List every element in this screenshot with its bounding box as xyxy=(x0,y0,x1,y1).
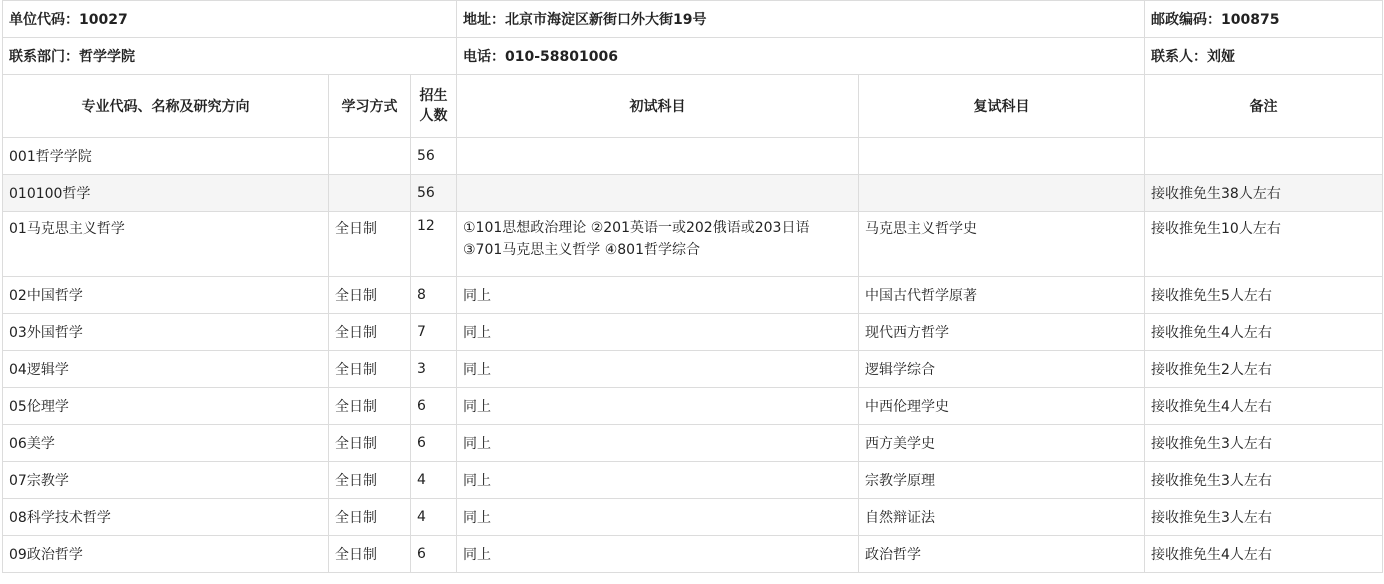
count-cell: 8 xyxy=(411,277,457,314)
note-cell: 接收推免生4人左右 xyxy=(1145,388,1383,425)
program-cell: 08科学技术哲学 xyxy=(3,499,329,536)
note-cell: 接收推免生4人左右 xyxy=(1145,314,1383,351)
retest-cell: 现代西方哲学 xyxy=(859,314,1145,351)
contact-cell xyxy=(1145,38,1383,75)
initial-exam-cell: 同上 xyxy=(457,425,859,462)
count-cell: 6 xyxy=(411,425,457,462)
note-cell: 接收推免生3人左右 xyxy=(1145,462,1383,499)
mode-cell: 全日制 xyxy=(329,462,411,499)
note-cell: 接收推免生5人左右 xyxy=(1145,277,1383,314)
table-row xyxy=(3,212,1383,277)
retest-cell: 政治哲学 xyxy=(859,536,1145,573)
program-cell: 03外国哲学 xyxy=(3,314,329,351)
note-cell: 接收推免生2人左右 xyxy=(1145,351,1383,388)
initial-exam-cell: 同上 xyxy=(457,536,859,573)
program-cell: 01马克思主义哲学 xyxy=(3,212,329,277)
header-initial-exam: 初试科目 xyxy=(457,75,859,138)
table-row xyxy=(3,388,1383,425)
contact-value: 刘娅 xyxy=(1207,49,1236,65)
mode-cell: 全日制 xyxy=(329,277,411,314)
initial-exam-cell: ①101思想政治理论 ②201英语一或202俄语或203日语 ③701马克思主义哲学 ④801哲学综合 xyxy=(457,212,859,277)
table-row xyxy=(3,536,1383,573)
retest-cell: 宗教学原理 xyxy=(859,462,1145,499)
address-label: 地址： xyxy=(463,12,505,28)
mode-cell: 全日制 xyxy=(329,388,411,425)
header-retest: 复试科目 xyxy=(859,75,1145,138)
header-row xyxy=(3,75,1383,138)
program-cell: 07宗教学 xyxy=(3,462,329,499)
retest-cell: 逻辑学综合 xyxy=(859,351,1145,388)
table-row xyxy=(3,138,1383,175)
count-cell: 4 xyxy=(411,499,457,536)
program-cell: 010100哲学 xyxy=(3,175,329,212)
initial-exam-cell: 同上 xyxy=(457,462,859,499)
count-cell: 4 xyxy=(411,462,457,499)
mode-cell: 全日制 xyxy=(329,425,411,462)
header-mode: 学习方式 xyxy=(329,75,411,138)
mode-cell: 全日制 xyxy=(329,536,411,573)
dept-value: 哲学学院 xyxy=(79,49,135,65)
table-row xyxy=(3,499,1383,536)
initial-exam-cell xyxy=(457,138,859,175)
initial-exam-cell: 同上 xyxy=(457,277,859,314)
count-cell: 56 xyxy=(411,175,457,212)
mode-cell xyxy=(329,138,411,175)
address-value: 北京市海淀区新街口外大街19号 xyxy=(505,12,707,28)
initial-exam-cell: 同上 xyxy=(457,388,859,425)
initial-exam-cell: 同上 xyxy=(457,499,859,536)
unit-code-cell xyxy=(3,1,457,38)
dept-cell xyxy=(3,38,457,75)
address-cell xyxy=(457,1,1145,38)
mode-cell: 全日制 xyxy=(329,314,411,351)
header-enroll-line1: 招生 xyxy=(419,88,448,104)
mode-cell xyxy=(329,175,411,212)
table-row xyxy=(3,277,1383,314)
table-row xyxy=(3,314,1383,351)
header-remarks: 备注 xyxy=(1145,75,1383,138)
retest-cell: 西方美学史 xyxy=(859,425,1145,462)
program-cell: 001哲学学院 xyxy=(3,138,329,175)
program-cell: 02中国哲学 xyxy=(3,277,329,314)
note-cell xyxy=(1145,138,1383,175)
dept-label: 联系部门： xyxy=(9,49,79,65)
admission-table xyxy=(2,0,1383,573)
program-cell: 06美学 xyxy=(3,425,329,462)
phone-label: 电话： xyxy=(463,49,505,65)
count-cell: 7 xyxy=(411,314,457,351)
retest-cell xyxy=(859,175,1145,212)
contact-label: 联系人： xyxy=(1151,49,1208,65)
mode-cell: 全日制 xyxy=(329,351,411,388)
program-cell: 04逻辑学 xyxy=(3,351,329,388)
note-cell: 接收推免生10人左右 xyxy=(1145,212,1383,277)
table-row xyxy=(3,351,1383,388)
table-row xyxy=(3,462,1383,499)
mode-cell: 全日制 xyxy=(329,499,411,536)
retest-cell: 中西伦理学史 xyxy=(859,388,1145,425)
note-cell: 接收推免生4人左右 xyxy=(1145,536,1383,573)
note-cell: 接收推免生3人左右 xyxy=(1145,425,1383,462)
count-cell: 56 xyxy=(411,138,457,175)
header-enroll-line2: 人数 xyxy=(419,108,448,124)
retest-cell xyxy=(859,138,1145,175)
postcode-cell xyxy=(1145,1,1383,38)
retest-cell: 马克思主义哲学史 xyxy=(859,212,1145,277)
mode-cell: 全日制 xyxy=(329,212,411,277)
unit-code-value: 10027 xyxy=(79,12,128,28)
note-cell: 接收推免生3人左右 xyxy=(1145,499,1383,536)
retest-cell: 中国古代哲学原著 xyxy=(859,277,1145,314)
phone-value: 010-58801006 xyxy=(505,49,618,65)
note-cell: 接收推免生38人左右 xyxy=(1145,175,1383,212)
initial-exam-cell xyxy=(457,175,859,212)
header-enroll xyxy=(411,75,457,138)
info-row-1 xyxy=(3,1,1383,38)
program-cell: 05伦理学 xyxy=(3,388,329,425)
count-cell: 3 xyxy=(411,351,457,388)
info-row-2 xyxy=(3,38,1383,75)
initial-exam-cell: 同上 xyxy=(457,351,859,388)
phone-cell xyxy=(457,38,1145,75)
postcode-value: 100875 xyxy=(1221,12,1280,28)
unit-code-label: 单位代码： xyxy=(9,12,79,28)
table-row xyxy=(3,175,1383,212)
count-cell: 6 xyxy=(411,388,457,425)
header-program: 专业代码、名称及研究方向 xyxy=(3,75,329,138)
count-cell: 6 xyxy=(411,536,457,573)
postcode-label: 邮政编码： xyxy=(1151,12,1222,28)
program-cell: 09政治哲学 xyxy=(3,536,329,573)
count-cell: 12 xyxy=(411,212,457,277)
initial-exam-cell: 同上 xyxy=(457,314,859,351)
retest-cell: 自然辩证法 xyxy=(859,499,1145,536)
table-row xyxy=(3,425,1383,462)
